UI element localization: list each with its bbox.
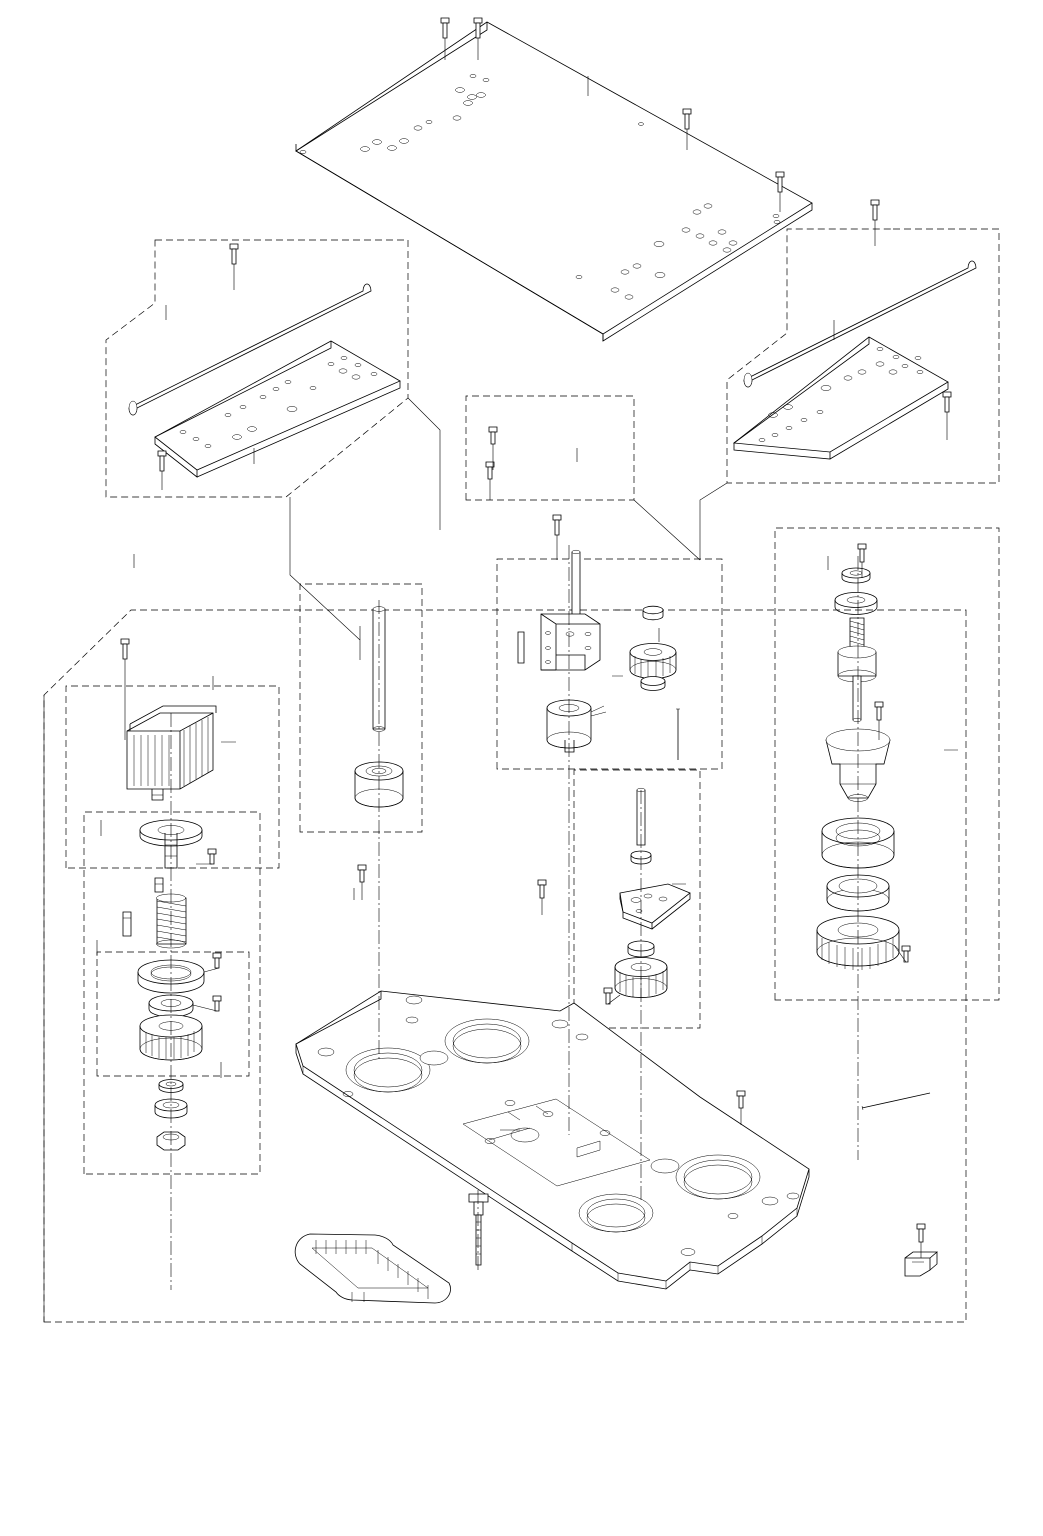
top-mounting-plate bbox=[296, 22, 812, 341]
encoder-pulley-upper bbox=[630, 606, 676, 690]
l-bracket bbox=[541, 614, 600, 670]
pin-rod-bottom-right bbox=[862, 1093, 930, 1110]
left-rail-mounting-plate bbox=[155, 341, 400, 477]
dowel-pin-left bbox=[123, 912, 131, 936]
shoulder-bolt bbox=[469, 1194, 488, 1265]
center-bracket-plate bbox=[620, 884, 690, 929]
spindle-lock-ring bbox=[835, 593, 877, 615]
timing-belt bbox=[295, 1234, 450, 1303]
ball-screw-shaft bbox=[838, 618, 876, 722]
dowel-rod-vertical bbox=[518, 632, 524, 663]
small-dc-motor bbox=[547, 700, 606, 752]
pin-rod-right bbox=[676, 709, 680, 760]
bracket-motor-group-box bbox=[497, 559, 722, 769]
spindle-top-washer bbox=[842, 568, 870, 583]
motor-shaft-upper bbox=[572, 550, 580, 616]
set-screw-left bbox=[155, 878, 163, 892]
right-rail-mounting-plate bbox=[734, 337, 948, 459]
stepper-motor bbox=[127, 706, 216, 800]
center-upper-group-box bbox=[466, 396, 634, 500]
idler-shaft-group-box bbox=[300, 584, 422, 832]
